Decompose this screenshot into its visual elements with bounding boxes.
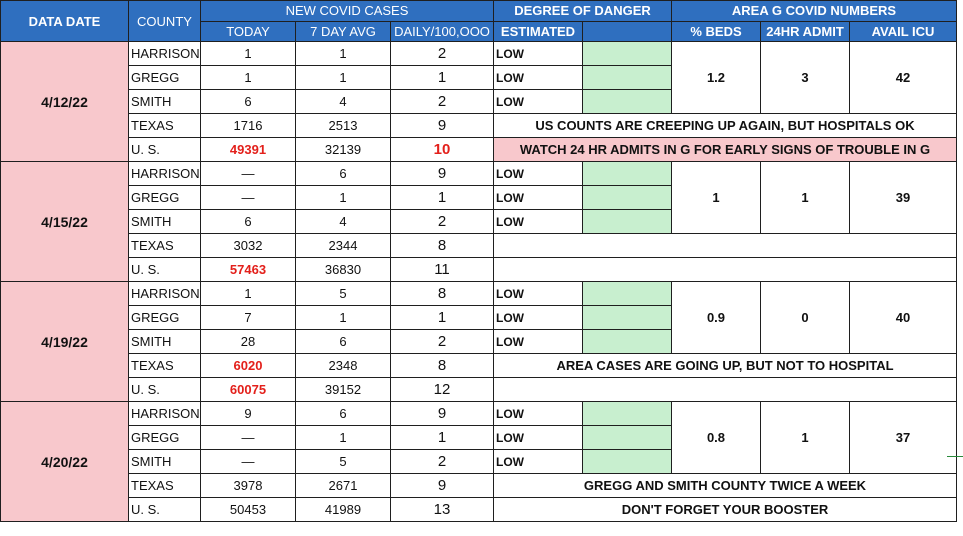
cases-today: 57463: [201, 258, 296, 282]
header-new-cases: NEW COVID CASES: [201, 1, 494, 22]
cases-daily-per-100k: 2: [391, 210, 494, 234]
county-name: U. S.: [129, 498, 201, 522]
cases-today: 7: [201, 306, 296, 330]
cases-today: —: [201, 426, 296, 450]
cases-today: 50453: [201, 498, 296, 522]
danger-estimated: LOW: [494, 330, 583, 354]
county-name: GREGG: [129, 306, 201, 330]
danger-indicator: [583, 42, 672, 66]
cases-today: 49391: [201, 138, 296, 162]
header-admit: 24HR ADMIT: [761, 21, 850, 42]
table-row: [1, 354, 957, 378]
county-name: TEXAS: [129, 474, 201, 498]
county-name: HARRISON: [129, 162, 201, 186]
cases-7day-avg: 4: [296, 90, 391, 114]
header-area-g: AREA G COVID NUMBERS: [672, 1, 957, 22]
header-county: COUNTY: [129, 1, 201, 42]
data-date: 4/12/22: [1, 42, 129, 162]
note-text: GREGG AND SMITH COUNTY TWICE A WEEK: [494, 474, 957, 498]
cases-today: 6: [201, 90, 296, 114]
header-blank: [583, 21, 672, 42]
area-beds: 0.8: [672, 402, 761, 474]
cases-daily-per-100k: 2: [391, 90, 494, 114]
cases-today: 1: [201, 66, 296, 90]
danger-estimated: LOW: [494, 42, 583, 66]
note-text: DON'T FORGET YOUR BOOSTER: [494, 498, 957, 522]
table-row: [1, 234, 957, 258]
county-name: GREGG: [129, 186, 201, 210]
cases-today: 1: [201, 282, 296, 306]
cases-daily-per-100k: 8: [391, 234, 494, 258]
cases-today: —: [201, 186, 296, 210]
cases-daily-per-100k: 13: [391, 498, 494, 522]
danger-indicator: [583, 402, 672, 426]
header-danger: DEGREE OF DANGER: [494, 1, 672, 22]
county-name: HARRISON: [129, 402, 201, 426]
header-7day: 7 DAY AVG: [296, 21, 391, 42]
cases-daily-per-100k: 9: [391, 402, 494, 426]
cases-daily-per-100k: 2: [391, 450, 494, 474]
danger-estimated: LOW: [494, 186, 583, 210]
cases-7day-avg: 1: [296, 306, 391, 330]
cases-today: —: [201, 450, 296, 474]
data-date: 4/15/22: [1, 162, 129, 282]
cases-daily-per-100k: 9: [391, 114, 494, 138]
cases-7day-avg: 1: [296, 66, 391, 90]
danger-estimated: LOW: [494, 90, 583, 114]
cases-today: 6020: [201, 354, 296, 378]
danger-indicator: [583, 306, 672, 330]
cases-today: 1: [201, 42, 296, 66]
cases-daily-per-100k: 2: [391, 42, 494, 66]
cases-today: 60075: [201, 378, 296, 402]
note-text: [494, 234, 957, 258]
cases-today: 3032: [201, 234, 296, 258]
county-name: SMITH: [129, 330, 201, 354]
cases-today: 1716: [201, 114, 296, 138]
cases-7day-avg: 6: [296, 330, 391, 354]
danger-indicator: [583, 90, 672, 114]
cases-7day-avg: 1: [296, 42, 391, 66]
table-row: [1, 474, 957, 498]
area-admit: 0: [761, 282, 850, 354]
county-name: HARRISON: [129, 42, 201, 66]
header-beds: % BEDS: [672, 21, 761, 42]
cases-daily-per-100k: 8: [391, 282, 494, 306]
cases-daily-per-100k: 9: [391, 474, 494, 498]
area-beds: 0.9: [672, 282, 761, 354]
county-name: SMITH: [129, 210, 201, 234]
cases-7day-avg: 5: [296, 282, 391, 306]
note-text: WATCH 24 HR ADMITS IN G FOR EARLY SIGNS OF TROUBLE IN G: [494, 138, 957, 162]
county-name: GREGG: [129, 426, 201, 450]
table-row: [1, 402, 957, 426]
cases-7day-avg: 6: [296, 162, 391, 186]
area-beds: 1.2: [672, 42, 761, 114]
danger-indicator: [583, 162, 672, 186]
cases-today: 6: [201, 210, 296, 234]
danger-indicator: [583, 210, 672, 234]
cases-daily-per-100k: 9: [391, 162, 494, 186]
note-text: AREA CASES ARE GOING UP, BUT NOT TO HOSPITAL: [494, 354, 957, 378]
cases-7day-avg: 32139: [296, 138, 391, 162]
cases-daily-per-100k: 1: [391, 426, 494, 450]
county-name: U. S.: [129, 138, 201, 162]
area-admit: 3: [761, 42, 850, 114]
danger-estimated: LOW: [494, 162, 583, 186]
danger-estimated: LOW: [494, 282, 583, 306]
note-text: US COUNTS ARE CREEPING UP AGAIN, BUT HOSPITALS OK: [494, 114, 957, 138]
table-row: [1, 282, 957, 306]
cases-7day-avg: 6: [296, 402, 391, 426]
cases-7day-avg: 2671: [296, 474, 391, 498]
area-admit: 1: [761, 162, 850, 234]
table-row: [1, 114, 957, 138]
cases-daily-per-100k: 11: [391, 258, 494, 282]
header-data-date: DATA DATE: [1, 1, 129, 42]
area-admit: 1: [761, 402, 850, 474]
note-text: [494, 258, 957, 282]
cases-7day-avg: 2348: [296, 354, 391, 378]
cases-today: 28: [201, 330, 296, 354]
cases-7day-avg: 1: [296, 186, 391, 210]
table-row: [1, 162, 957, 186]
cases-today: 3978: [201, 474, 296, 498]
data-date: 4/19/22: [1, 282, 129, 402]
danger-indicator: [583, 450, 672, 474]
area-icu: 40: [850, 282, 957, 354]
area-beds: 1: [672, 162, 761, 234]
county-name: GREGG: [129, 66, 201, 90]
county-name: TEXAS: [129, 114, 201, 138]
cases-7day-avg: 2513: [296, 114, 391, 138]
danger-indicator: [583, 282, 672, 306]
header-today: TODAY: [201, 21, 296, 42]
area-icu: 39: [850, 162, 957, 234]
cases-7day-avg: 1: [296, 426, 391, 450]
danger-indicator: [583, 186, 672, 210]
cases-today: 9: [201, 402, 296, 426]
danger-estimated: LOW: [494, 426, 583, 450]
cases-7day-avg: 2344: [296, 234, 391, 258]
header-icu: AVAIL ICU: [850, 21, 957, 42]
cases-daily-per-100k: 10: [391, 138, 494, 162]
danger-indicator: [583, 426, 672, 450]
county-name: SMITH: [129, 90, 201, 114]
danger-estimated: LOW: [494, 66, 583, 90]
table-row: [1, 42, 957, 66]
area-icu: 42: [850, 42, 957, 114]
county-name: SMITH: [129, 450, 201, 474]
table-row: [1, 378, 957, 402]
table-row: [1, 138, 957, 162]
cell-border-fragment: [947, 456, 963, 457]
cases-7day-avg: 5: [296, 450, 391, 474]
cases-today: —: [201, 162, 296, 186]
cases-daily-per-100k: 2: [391, 330, 494, 354]
cases-7day-avg: 4: [296, 210, 391, 234]
county-name: TEXAS: [129, 234, 201, 258]
note-text: [494, 378, 957, 402]
cases-daily-per-100k: 1: [391, 66, 494, 90]
data-date: 4/20/22: [1, 402, 129, 522]
header-daily: DAILY/100,OOO: [391, 21, 494, 42]
danger-estimated: LOW: [494, 210, 583, 234]
cases-7day-avg: 39152: [296, 378, 391, 402]
cases-daily-per-100k: 8: [391, 354, 494, 378]
danger-estimated: LOW: [494, 402, 583, 426]
danger-indicator: [583, 66, 672, 90]
cases-daily-per-100k: 1: [391, 186, 494, 210]
table-row: [1, 498, 957, 522]
table-row: [1, 258, 957, 282]
header-estimated: ESTIMATED: [494, 21, 583, 42]
area-icu: 37: [850, 402, 957, 474]
cases-daily-per-100k: 12: [391, 378, 494, 402]
cases-7day-avg: 36830: [296, 258, 391, 282]
cases-daily-per-100k: 1: [391, 306, 494, 330]
danger-estimated: LOW: [494, 306, 583, 330]
danger-indicator: [583, 330, 672, 354]
county-name: U. S.: [129, 258, 201, 282]
cases-7day-avg: 41989: [296, 498, 391, 522]
county-name: U. S.: [129, 378, 201, 402]
county-name: HARRISON: [129, 282, 201, 306]
county-name: TEXAS: [129, 354, 201, 378]
danger-estimated: LOW: [494, 450, 583, 474]
